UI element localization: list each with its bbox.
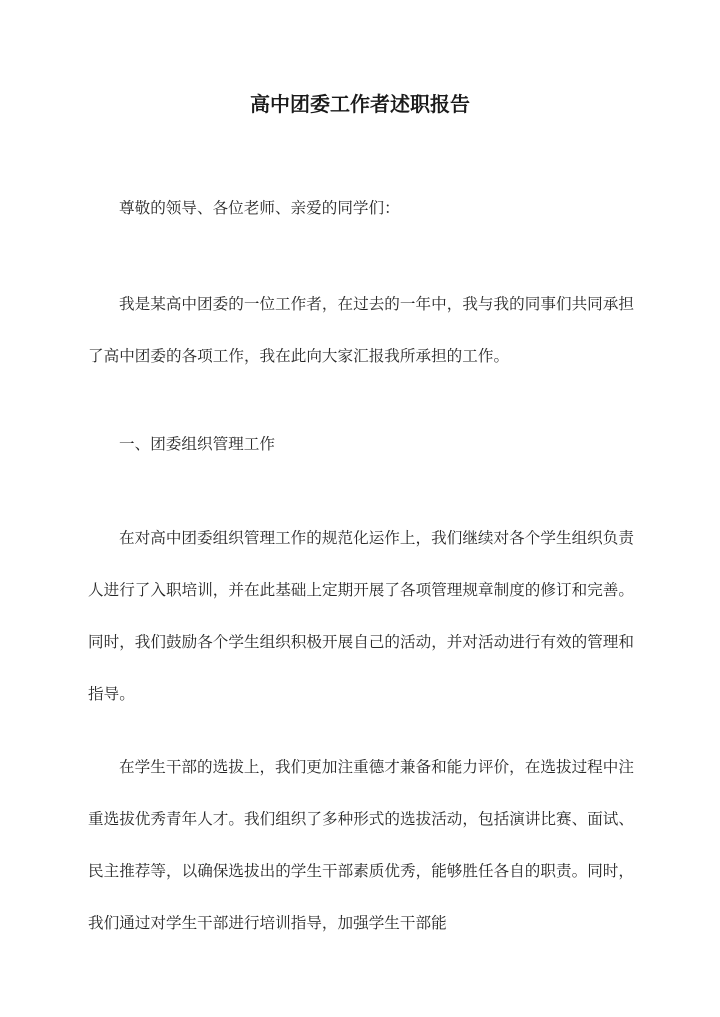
- body-paragraph-management: 在对高中团委组织管理工作的规范化运作上，我们继续对各个学生组织负责人进行了入职培训，并在此基础上定期开展了各项管理规章制度的修订和完善。同时，我们鼓励各个学生组织积极开展自己的活动，并对活动进行有效的管理和指导。: [88, 529, 634, 703]
- greeting-paragraph: 尊敬的领导、各位老师、亲爱的同学们：: [119, 199, 400, 217]
- body-paragraph-selection: 在学生干部的选拔上，我们更加注重德才兼备和能力评价，在选拔过程中注重选拔优秀青年人才。我们组织了多种形式的选拔活动，包括演讲比赛、面试、民主推荐等，以确保选拔出的学生干部素质优秀，能够胜任各自的职责。同时，我们通过对学生干部进行培训指导，加强学生干部能: [88, 758, 634, 932]
- section-heading: 一、团委组织管理工作: [119, 435, 275, 453]
- intro-paragraph: 我是某高中团委的一位工作者，在过去的一年中，我与我的同事们共同承担了高中团委的各项工作，我在此向大家汇报我所承担的工作。: [88, 295, 634, 365]
- document-title: 高中团委工作者述职报告: [250, 92, 470, 116]
